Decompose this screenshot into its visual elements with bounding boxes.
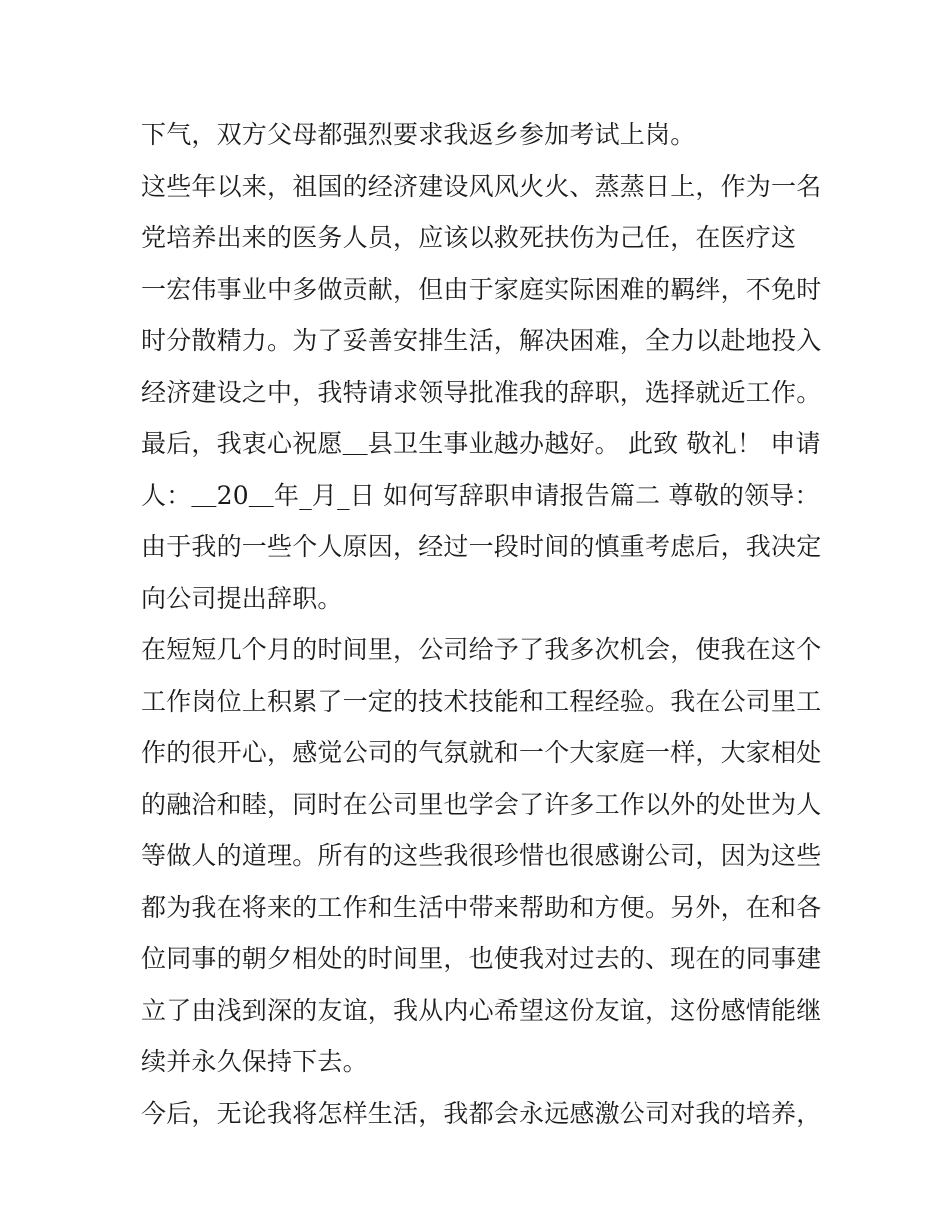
text-line: 位同事的朝夕相处的时间里，也使我对过去的、现在的同事建	[141, 944, 822, 973]
text-line: 下气，双方父母都强烈要求我返乡参加考试上岗。	[141, 120, 696, 149]
text-line: 最后，我衷心祝愿＿县卫生事业越办越好。 此致 敬礼！ 申请	[141, 429, 821, 458]
text-line: 作的很开心，感觉公司的气氛就和一个大家庭一样，大家相处	[141, 738, 822, 767]
text-line: 这些年以来，祖国的经济建设风风火火、蒸蒸日上，作为一名	[141, 171, 822, 201]
text-line: 人：＿20＿年_月_日 如何写辞职申请报告篇二 尊敬的领导：	[141, 480, 820, 510]
text-line: 今后，无论我将怎样生活，我都会永远感激公司对我的培养，	[141, 1098, 822, 1128]
text-line: 等做人的道理。所有的这些我很珍惜也很感谢公司，因为这些	[141, 841, 822, 870]
text-line: 时分散精力。为了妥善安排生活，解决困难，全力以赴地投入	[141, 326, 822, 355]
text-line: 工作岗位上积累了一定的技术技能和工程经验。我在公司里工	[141, 686, 822, 716]
text-line: 的融洽和睦，同时在公司里也学会了许多工作以外的处世为人	[141, 789, 822, 819]
document-body	[141, 109, 821, 1139]
text-line: 由于我的一些个人原因，经过一段时间的慎重考虑后，我决定	[141, 532, 822, 561]
text-line: 续并永久保持下去。	[141, 1047, 368, 1076]
text-line: 经济建设之中，我特请求领导批准我的辞职，选择就近工作。	[141, 377, 822, 407]
text-line: 向公司提出辞职。	[141, 583, 343, 613]
text-line: 一宏伟事业中多做贡献，但由于家庭实际困难的羁绊，不免时	[141, 274, 822, 304]
text-line: 在短短几个月的时间里，公司给予了我多次机会，使我在这个	[141, 635, 822, 664]
text-line: 都为我在将来的工作和生活中带来帮助和方便。另外，在和各	[141, 892, 822, 922]
text-line: 立了由浅到深的友谊，我从内心希望这份友谊，这份感情能继	[141, 995, 822, 1025]
text-line: 党培养出来的医务人员，应该以救死扶伤为己任，在医疗这	[141, 223, 797, 252]
